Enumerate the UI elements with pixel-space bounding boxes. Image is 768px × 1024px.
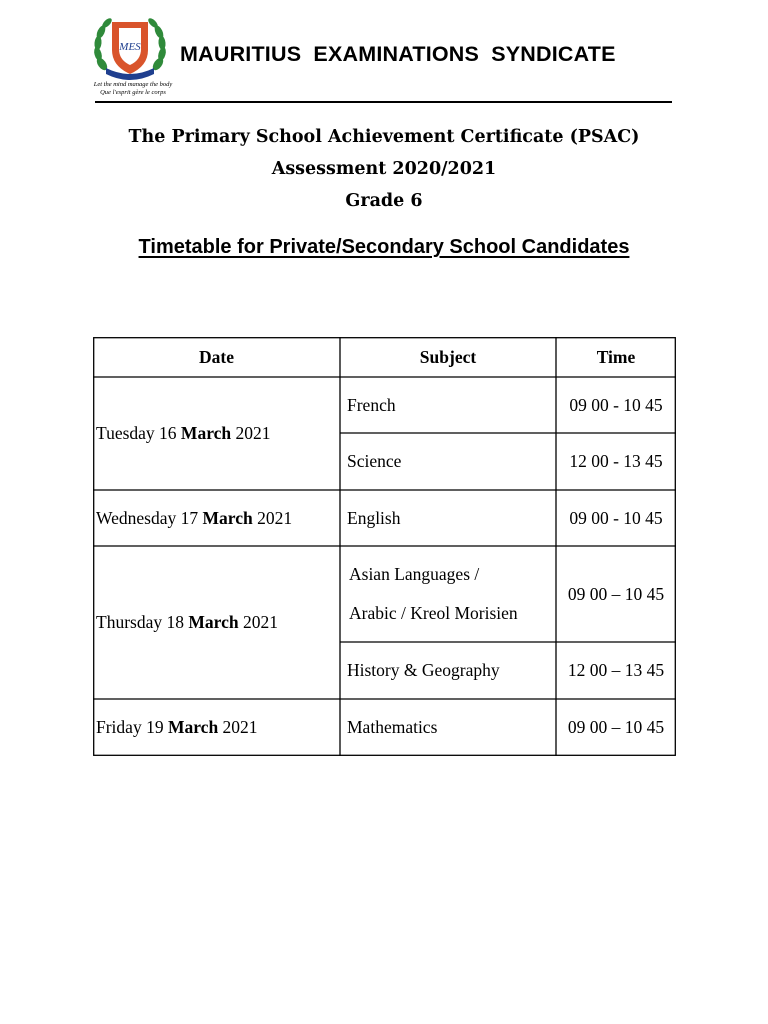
date-month: March	[188, 612, 239, 632]
subject-cell: French	[347, 394, 396, 415]
laurel-shield-emblem	[86, 14, 176, 84]
time-cell: 12 00 - 13 45	[569, 451, 663, 471]
date-year: 2021	[252, 507, 293, 528]
subject-cell: English	[347, 507, 401, 528]
motto-line-french: Que l'esprit gère le corps	[100, 89, 166, 96]
date-weekday: Thursday 18	[96, 612, 189, 632]
subject-cell: Mathematics	[347, 717, 438, 737]
date-month: March	[202, 507, 253, 528]
subject-line: Arabic / Kreol Morisien	[349, 603, 518, 623]
time-cell: 09 00 – 10 45	[567, 583, 665, 604]
timetable-table	[93, 337, 676, 756]
date-month: March	[180, 423, 232, 443]
header-divider	[95, 101, 672, 103]
assessment-year: Assessment 2020/2021	[271, 159, 497, 179]
subject-cell: Science	[347, 451, 402, 471]
timetable-heading: Timetable for Private/Secondary School Candidates	[138, 236, 630, 258]
motto-line-english: Let the mind manage the body	[93, 81, 173, 88]
date-cell	[96, 377, 336, 490]
date-weekday: Friday 19	[96, 717, 168, 737]
date-cell	[96, 546, 336, 699]
mes-logo	[86, 14, 176, 96]
date-year: 2021	[231, 423, 271, 443]
date-cell	[96, 699, 336, 756]
subject-cell	[349, 546, 554, 642]
date-year: 2021	[238, 612, 278, 632]
column-header-time: Time	[596, 346, 636, 367]
time-cell: 09 00 – 10 45	[567, 717, 665, 737]
organization-name: MAURITIUS EXAMINATIONS SYNDICATE	[180, 42, 616, 66]
subject-line: Asian Languages /	[349, 564, 480, 584]
date-weekday: Tuesday 16	[96, 423, 181, 443]
logo-motto	[90, 81, 176, 97]
date-cell	[96, 490, 336, 546]
subject-cell: History & Geography	[347, 660, 500, 680]
document-header	[86, 14, 676, 106]
time-cell: 09 00 - 10 45	[569, 507, 663, 528]
document-title: The Primary School Achievement Certificate (PSAC)	[128, 127, 640, 147]
time-cell: 12 00 – 13 45	[567, 660, 665, 680]
grade-label: Grade 6	[345, 191, 423, 211]
column-header-subject: Subject	[419, 346, 477, 367]
date-month: March	[167, 717, 219, 737]
emblem-initials: MES	[119, 41, 141, 53]
column-header-date: Date	[199, 346, 234, 367]
time-cell: 09 00 - 10 45	[569, 394, 663, 415]
date-year: 2021	[218, 717, 258, 737]
date-weekday: Wednesday 17	[96, 507, 203, 528]
